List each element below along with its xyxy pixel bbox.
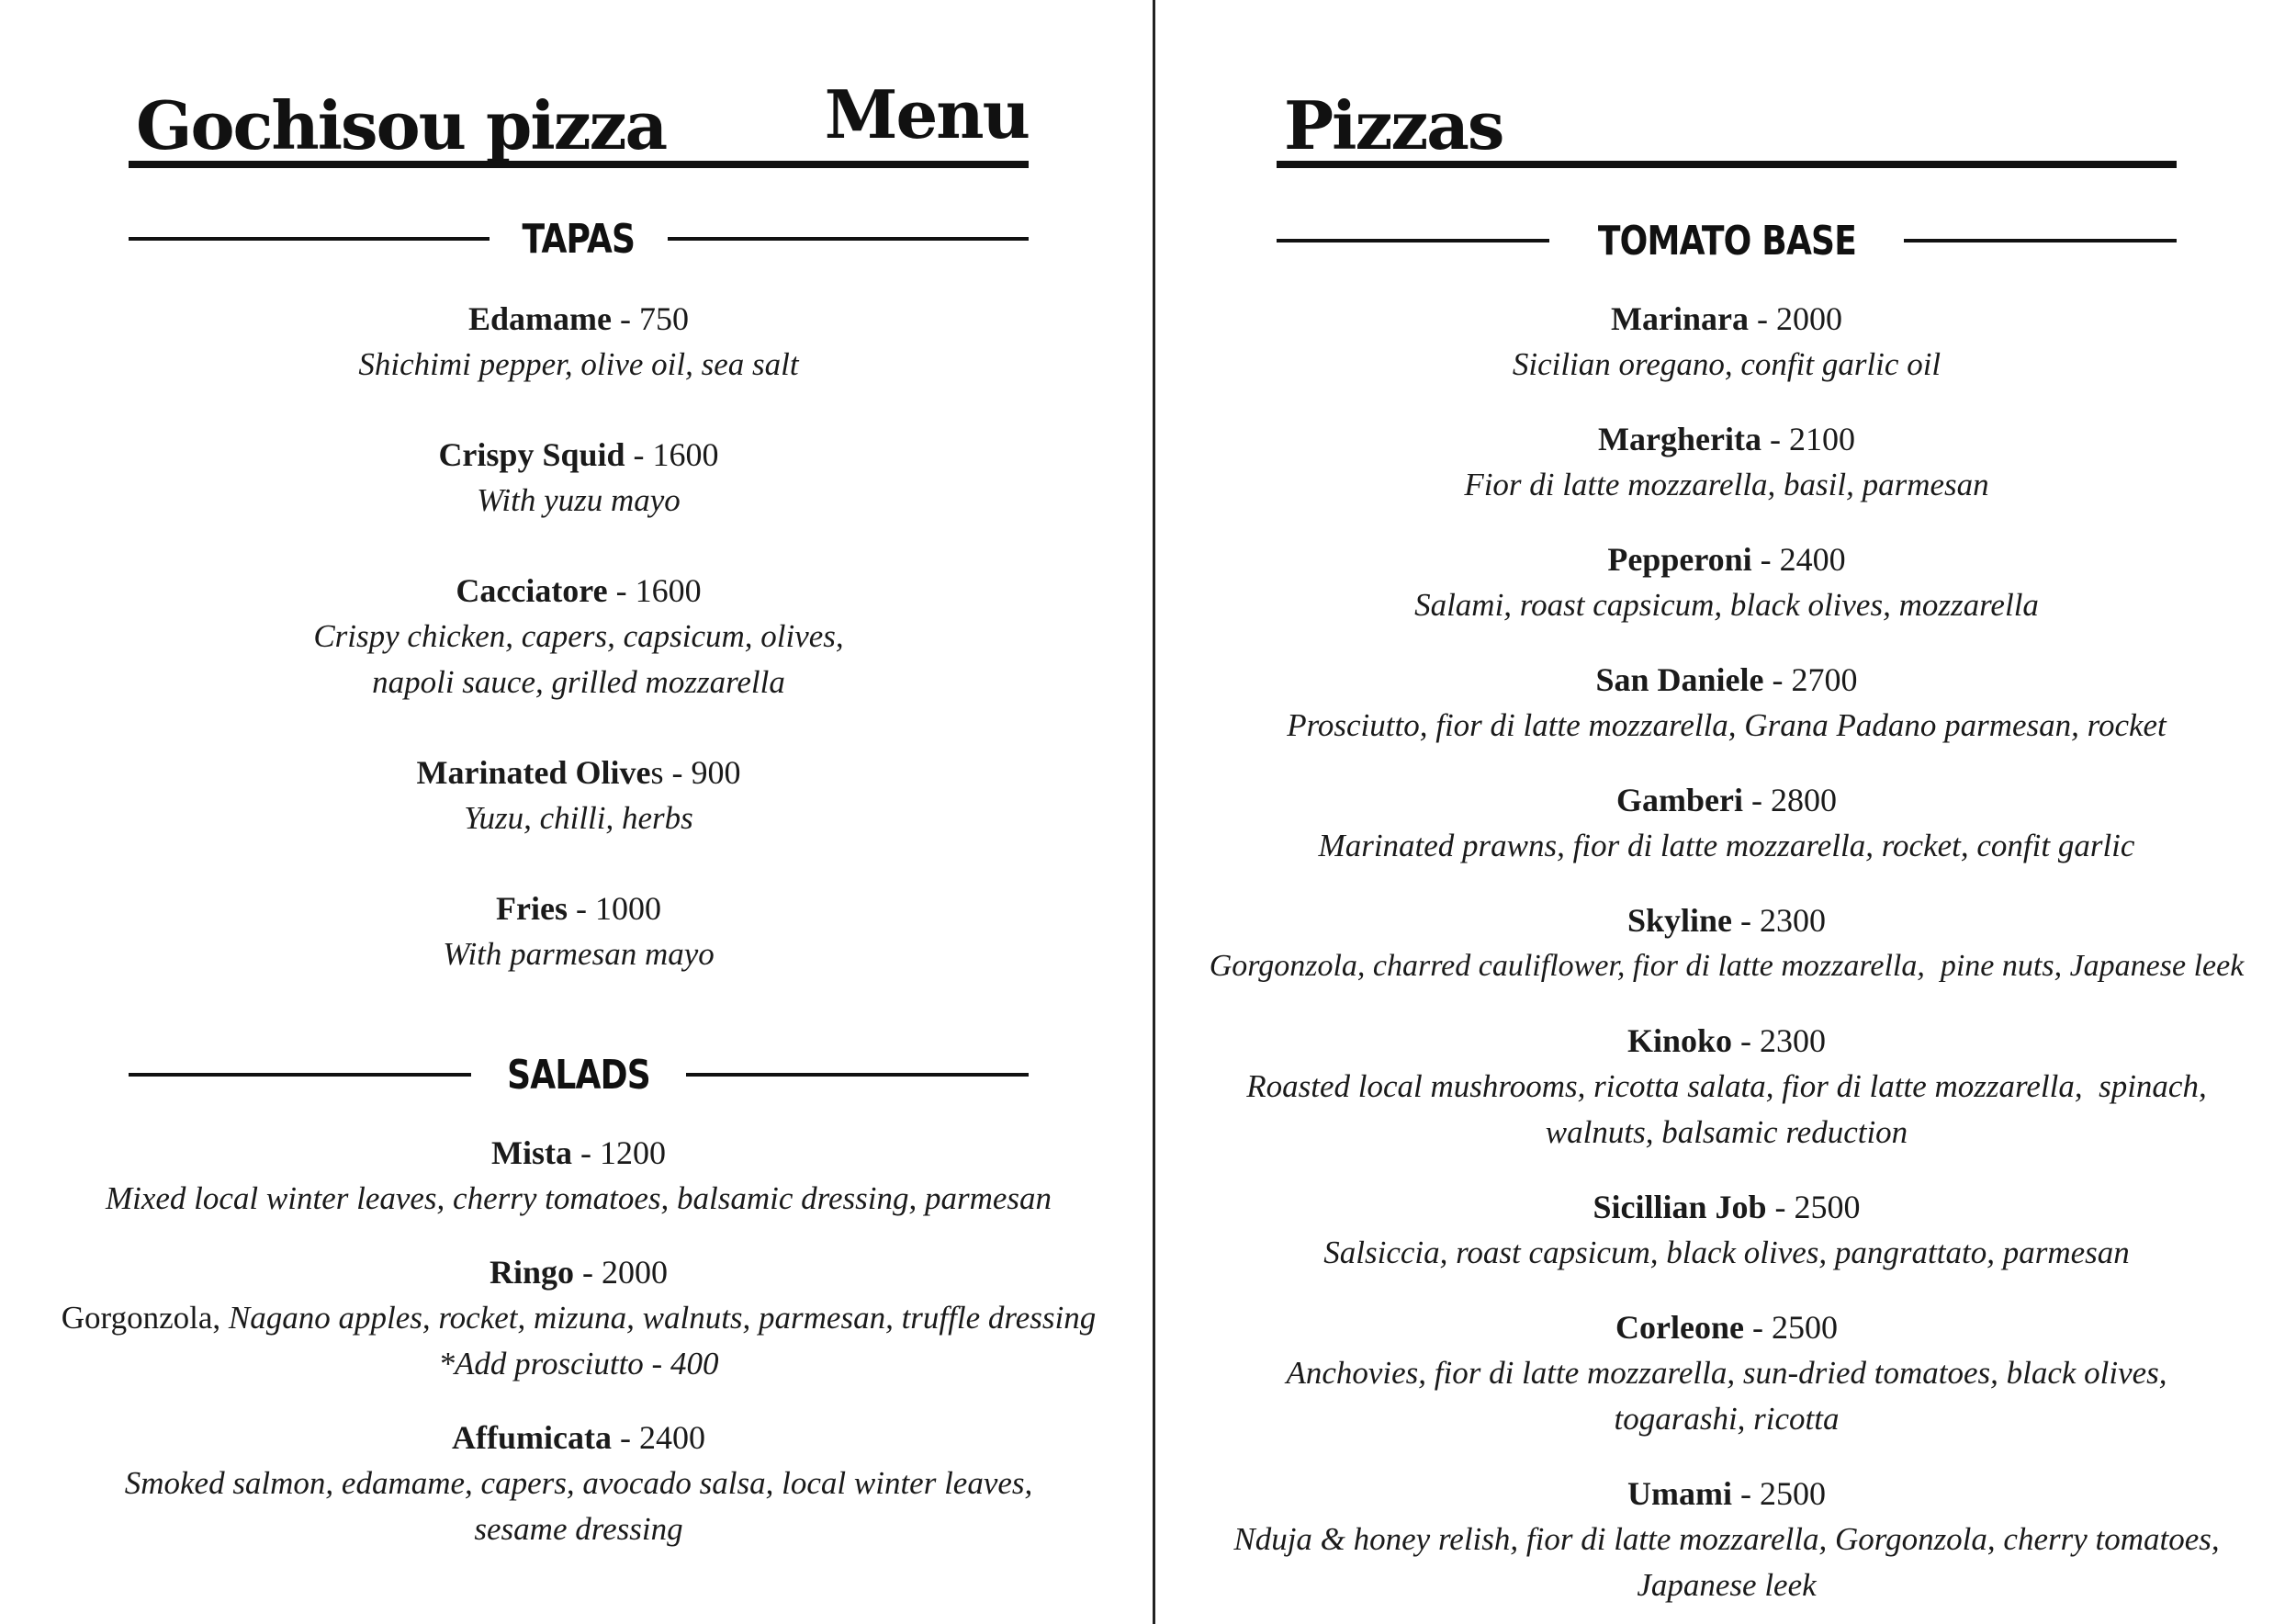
item-desc: Prosciutto, fior di latte mozzarella, Grana Padano parmesan, rocket bbox=[1287, 707, 2167, 743]
item-desc: sesame dressing bbox=[474, 1511, 683, 1547]
menu-item-sicillian-job: Sicillian Job - 2500 Salsiccia, roast capsicum, black olives, pangrattato, parmesan bbox=[1203, 1184, 2250, 1276]
item-name: Marinara bbox=[1611, 300, 1749, 337]
item-name: Gamberi bbox=[1616, 782, 1743, 818]
heading-rule-left bbox=[129, 1073, 471, 1077]
item-price: 1600 bbox=[635, 572, 702, 609]
menu-item-umami: Umami - 2500 Nduja & honey relish, fior di latte mozzarella, Gorgonzola, cherry tomatoes, Japanese leek bbox=[1203, 1471, 2250, 1608]
item-desc: Sicilian oregano, confit garlic oil bbox=[1512, 346, 1941, 382]
item-desc: Roasted local mushrooms, ricotta salata, fior di latte mozzarella, spinach, bbox=[1246, 1068, 2207, 1104]
item-desc: Salami, roast capsicum, black olives, mozzarella bbox=[1414, 587, 2039, 623]
item-desc: Nagano apples, rocket, mizuna, walnuts, parmesan, truffle dressing bbox=[228, 1300, 1097, 1336]
menu-item-kinoko: Kinoko - 2300 Roasted local mushrooms, ricotta salata, fior di latte mozzarella, spinach, walnuts, balsamic reduction bbox=[1203, 1018, 2250, 1156]
brand-title: Gochisou pizza bbox=[136, 86, 667, 164]
item-price: 2500 bbox=[1771, 1309, 1838, 1346]
menu-item-san-daniele: San Daniele - 2700 Prosciutto, fior di latte mozzarella, Grana Padano parmesan, rocket bbox=[1203, 657, 2250, 749]
item-name: Sicillian Job bbox=[1593, 1189, 1767, 1225]
item-name: Kinoko bbox=[1626, 1022, 1733, 1059]
item-price: 1200 bbox=[599, 1134, 666, 1171]
item-desc: Gorgonzola, charred cauliflower, fior di latte mozzarella, pine nuts, Japanese leek bbox=[1209, 949, 2245, 983]
salads-list bbox=[55, 1130, 1102, 1552]
item-desc-addon: *Add prosciutto - 400 bbox=[438, 1346, 719, 1382]
tapas-list bbox=[55, 296, 1102, 977]
item-name: Corleone bbox=[1615, 1309, 1744, 1346]
item-price: 2100 bbox=[1788, 421, 1855, 457]
left-title-row bbox=[129, 69, 1029, 168]
item-name: Marinated Olive bbox=[416, 754, 651, 791]
item-name: Cacciatore bbox=[456, 572, 608, 609]
heading-rule-left bbox=[1277, 239, 1549, 242]
menu-item-marinated-olives: Marinated Olives - 900 Yuzu, chilli, herbs bbox=[55, 750, 1102, 841]
heading-rule-right bbox=[668, 237, 1029, 241]
item-price: 2500 bbox=[1759, 1475, 1826, 1512]
tapas-heading-label: TAPAS bbox=[522, 215, 636, 263]
pizzas-title: Pizzas bbox=[1284, 86, 1503, 164]
item-price: 2000 bbox=[1775, 300, 1842, 337]
item-name: Pepperoni bbox=[1607, 541, 1752, 578]
item-price: 1000 bbox=[594, 890, 661, 927]
item-name: Ringo bbox=[489, 1254, 575, 1291]
item-price: 2800 bbox=[1770, 782, 1837, 818]
menu-item-fries: Fries - 1000 With parmesan mayo bbox=[55, 885, 1102, 977]
salads-heading bbox=[129, 1047, 1029, 1102]
item-desc: Nduja & honey relish, fior di latte mozzarella, Gorgonzola, cherry tomatoes, bbox=[1233, 1521, 2220, 1557]
heading-rule-right bbox=[1904, 239, 2177, 242]
item-desc: Shichimi pepper, olive oil, sea salt bbox=[358, 346, 799, 382]
item-price: 900 bbox=[691, 754, 741, 791]
item-desc: Fior di latte mozzarella, basil, parmesan bbox=[1464, 467, 1989, 502]
item-name: Skyline bbox=[1626, 902, 1733, 939]
item-name: Umami bbox=[1627, 1475, 1732, 1512]
menu-item-corleone: Corleone - 2500 Anchovies, fior di latte mozzarella, sun-dried tomatoes, black olives, togarashi, ricotta bbox=[1203, 1304, 2250, 1442]
item-desc: napoli sauce, grilled mozzarella bbox=[372, 664, 785, 700]
item-desc: Crispy chicken, capers, capsicum, olives, bbox=[313, 618, 844, 654]
item-price: 2400 bbox=[1779, 541, 1846, 578]
menu-item-skyline: Skyline - 2300 Gorgonzola, charred cauliflower, fior di latte mozzarella, pine nuts, Japanese leek bbox=[1203, 897, 2250, 989]
menu-item-gamberi: Gamberi - 2800 Marinated prawns, fior di latte mozzarella, rocket, confit garlic bbox=[1203, 777, 2250, 869]
item-desc: Smoked salmon, edamame, capers, avocado salsa, local winter leaves, bbox=[124, 1465, 1033, 1501]
menu-item-margherita: Margherita - 2100 Fior di latte mozzarella, basil, parmesan bbox=[1203, 416, 2250, 508]
item-desc: Marinated prawns, fior di latte mozzarella, rocket, confit garlic bbox=[1318, 828, 2135, 863]
item-name: Fries bbox=[496, 890, 568, 927]
item-name: San Daniele bbox=[1595, 661, 1764, 698]
menu-item-pepperoni: Pepperoni - 2400 Salami, roast capsicum, black olives, mozzarella bbox=[1203, 536, 2250, 628]
item-name: Edamame bbox=[468, 300, 612, 337]
pizza-list bbox=[1203, 296, 2250, 1608]
item-price: 2000 bbox=[602, 1254, 669, 1291]
tomato-base-heading bbox=[1277, 213, 2177, 268]
item-price: 1600 bbox=[652, 436, 719, 473]
menu-item-crispy-squid: Crispy Squid - 1600 With yuzu mayo bbox=[55, 432, 1102, 524]
item-desc-plain: Gorgonzola, bbox=[61, 1300, 221, 1336]
menu-item-cacciatore: Cacciatore - 1600 Crispy chicken, capers, capsicum, olives, napoli sauce, grilled mozzarella bbox=[55, 568, 1102, 705]
menu-item-mista: Mista - 1200 Mixed local winter leaves, cherry tomatoes, balsamic dressing, parmesan bbox=[55, 1130, 1102, 1222]
menu-item-marinara: Marinara - 2000 Sicilian oregano, confit garlic oil bbox=[1203, 296, 2250, 388]
item-name: Affumicata bbox=[452, 1419, 612, 1456]
item-desc: walnuts, balsamic reduction bbox=[1545, 1114, 1908, 1150]
item-desc: Mixed local winter leaves, cherry tomatoes, balsamic dressing, parmesan bbox=[105, 1180, 1052, 1216]
item-desc: Yuzu, chilli, herbs bbox=[464, 800, 693, 836]
item-desc: With yuzu mayo bbox=[477, 482, 681, 518]
item-name: Margherita bbox=[1598, 421, 1761, 457]
menu-item-affumicata: Affumicata - 2400 Smoked salmon, edamame, capers, avocado salsa, local winter leaves, sesame dressing bbox=[55, 1415, 1102, 1552]
item-price: 2500 bbox=[1794, 1189, 1861, 1225]
tapas-heading bbox=[129, 211, 1029, 266]
item-price: 2400 bbox=[638, 1419, 705, 1456]
item-desc: togarashi, ricotta bbox=[1614, 1401, 1840, 1437]
heading-rule-left bbox=[129, 237, 490, 241]
item-desc: Anchovies, fior di latte mozzarella, sun-dried tomatoes, black olives, bbox=[1286, 1355, 2167, 1391]
tomato-base-heading-label: TOMATO BASE bbox=[1597, 217, 1856, 265]
item-name: Crispy Squid bbox=[438, 436, 625, 473]
item-price: 2700 bbox=[1791, 661, 1858, 698]
menu-title: Menu bbox=[824, 75, 1029, 153]
menu-item-edamame: Edamame - 750 Shichimi pepper, olive oil, sea salt bbox=[55, 296, 1102, 388]
item-desc: Salsiccia, roast capsicum, black olives, pangrattato, parmesan bbox=[1323, 1235, 2130, 1270]
salads-heading-label: SALADS bbox=[507, 1051, 650, 1099]
item-name: Mista bbox=[491, 1134, 572, 1171]
item-desc: Japanese leek bbox=[1637, 1567, 1817, 1603]
item-price: 2300 bbox=[1760, 1022, 1827, 1059]
item-price: 2300 bbox=[1760, 902, 1827, 939]
item-price: 750 bbox=[639, 300, 689, 337]
item-desc: With parmesan mayo bbox=[443, 936, 715, 972]
right-title-row bbox=[1277, 69, 2177, 168]
page-divider bbox=[1153, 0, 1155, 1624]
heading-rule-right bbox=[686, 1073, 1029, 1077]
menu-item-ringo: Ringo - 2000 Gorgonzola, Nagano apples, rocket, mizuna, walnuts, parmesan, truffle dressing *Add prosciutto - 400 bbox=[55, 1249, 1102, 1387]
item-name-tail: s bbox=[650, 754, 664, 791]
